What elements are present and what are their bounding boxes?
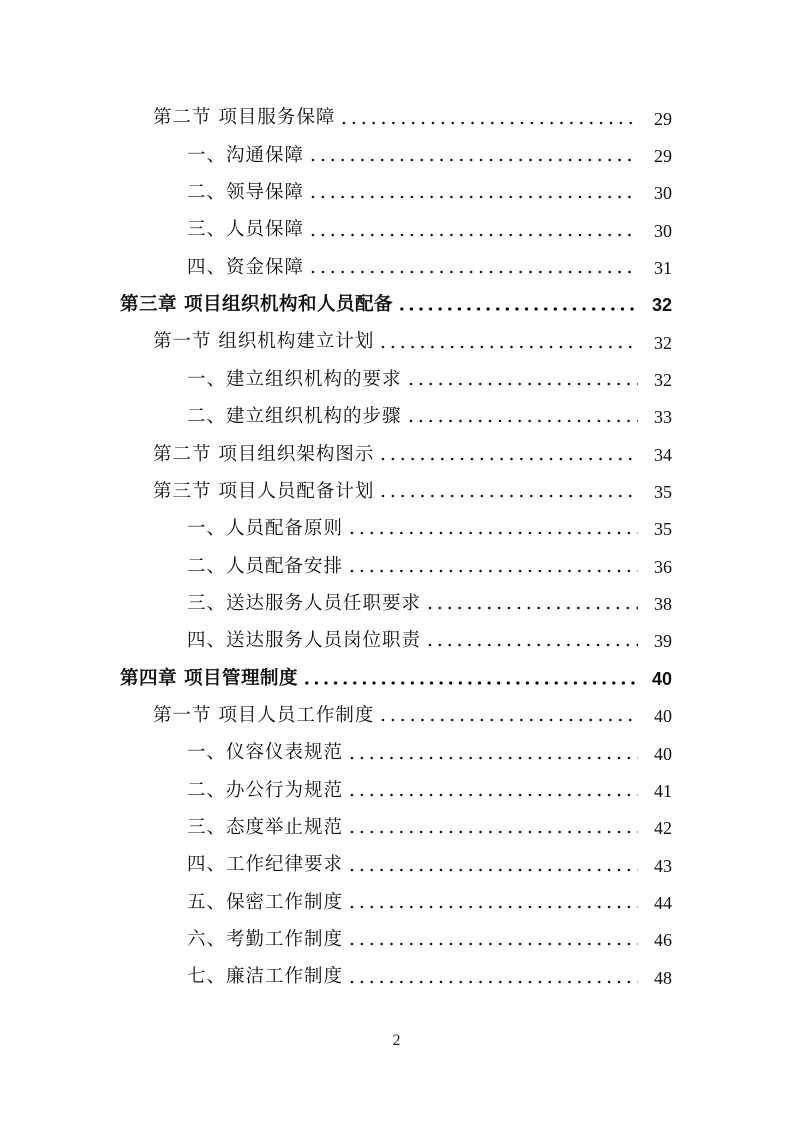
toc-entry-title: 四、资金保障 (187, 256, 305, 278)
toc-subsection-entry[interactable] (0, 361, 793, 398)
toc-section-entry[interactable] (0, 698, 793, 735)
toc-entry-title: 七、廉洁工作制度 (187, 966, 344, 988)
toc-entry-page: 40 (654, 706, 672, 727)
toc-entry-page: 44 (654, 892, 672, 913)
toc-entry-title: 六、考勤工作制度 (187, 928, 344, 950)
toc-subsection-entry[interactable] (0, 735, 793, 772)
toc-entry-page: 29 (654, 146, 672, 167)
dot-leader (406, 382, 638, 386)
toc-entry-title: 三、人员保障 (187, 219, 305, 241)
toc-entry-title: 三、送达服务人员任职要求 (187, 592, 422, 614)
toc-entry-title: 一、仪容仪表规范 (187, 742, 344, 764)
toc-chapter-entry[interactable] (0, 287, 793, 324)
dot-leader (378, 457, 638, 461)
table-of-contents (0, 100, 793, 996)
toc-subsection-entry[interactable] (0, 511, 793, 548)
dot-leader (347, 531, 638, 535)
toc-entry-title: 一、沟通保障 (187, 144, 305, 166)
dot-leader (347, 793, 638, 797)
toc-section-entry[interactable] (0, 436, 793, 473)
toc-entry-page: 40 (654, 743, 672, 764)
toc-subsection-entry[interactable] (0, 959, 793, 996)
toc-entry-page: 31 (654, 258, 672, 279)
dot-leader (308, 195, 638, 199)
toc-entry-page: 35 (654, 519, 672, 540)
toc-subsection-entry[interactable] (0, 212, 793, 249)
toc-subsection-entry[interactable] (0, 772, 793, 809)
toc-subsection-entry[interactable] (0, 175, 793, 212)
toc-chapter-entry[interactable] (0, 660, 793, 697)
toc-entry-page: 43 (654, 855, 672, 876)
toc-entry-title: 第一节 项目人员工作制度 (153, 704, 375, 726)
toc-entry-page: 36 (654, 556, 672, 577)
toc-subsection-entry[interactable] (0, 249, 793, 286)
toc-entry-page: 35 (654, 482, 672, 503)
toc-subsection-entry[interactable] (0, 399, 793, 436)
toc-entry-page: 34 (654, 444, 672, 465)
toc-subsection-entry[interactable] (0, 548, 793, 585)
toc-entry-title: 二、领导保障 (187, 182, 305, 204)
dot-leader (308, 270, 638, 274)
toc-subsection-entry[interactable] (0, 810, 793, 847)
toc-entry-page: 29 (654, 108, 672, 129)
toc-subsection-entry[interactable] (0, 847, 793, 884)
dot-leader (347, 942, 638, 946)
toc-subsection-entry[interactable] (0, 884, 793, 921)
toc-entry-title: 第四章 项目管理制度 (120, 667, 298, 689)
toc-entry-title: 第二节 项目组织架构图示 (153, 443, 375, 465)
toc-entry-title: 一、建立组织机构的要求 (187, 368, 402, 390)
dot-leader (308, 158, 638, 162)
toc-entry-title: 二、建立组织机构的步骤 (187, 406, 402, 428)
toc-entry-page: 38 (654, 594, 672, 615)
toc-entry-title: 二、人员配备安排 (187, 555, 344, 577)
toc-entry-page: 39 (654, 631, 672, 652)
dot-leader (406, 419, 638, 423)
toc-entry-page: 41 (654, 780, 672, 801)
dot-leader (308, 233, 638, 237)
dot-leader (302, 681, 638, 685)
toc-entry-title: 五、保密工作制度 (187, 891, 344, 913)
toc-entry-page: 46 (654, 930, 672, 951)
toc-entry-page: 32 (654, 332, 672, 353)
dot-leader (378, 718, 638, 722)
toc-subsection-entry[interactable] (0, 922, 793, 959)
toc-entry-title: 第一节 组织机构建立计划 (153, 331, 375, 353)
toc-entry-page: 48 (654, 967, 672, 988)
toc-entry-page: 30 (654, 220, 672, 241)
toc-entry-title: 一、人员配备原则 (187, 518, 344, 540)
toc-subsection-entry[interactable] (0, 137, 793, 174)
dot-leader (347, 756, 638, 760)
toc-entry-title: 第三节 项目人员配备计划 (153, 480, 375, 502)
toc-section-entry[interactable] (0, 324, 793, 361)
toc-subsection-entry[interactable] (0, 623, 793, 660)
toc-entry-page: 33 (654, 407, 672, 428)
page-number: 2 (392, 1032, 401, 1049)
toc-entry-page: 32 (654, 370, 672, 391)
dot-leader (347, 830, 638, 834)
dot-leader (378, 345, 638, 349)
toc-entry-page: 32 (651, 295, 672, 316)
toc-entry-title: 第三章 项目组织机构和人员配备 (120, 294, 393, 316)
dot-leader (397, 307, 638, 311)
toc-section-entry[interactable] (0, 473, 793, 510)
toc-entry-page: 40 (651, 668, 672, 689)
dot-leader (347, 980, 638, 984)
dot-leader (347, 868, 638, 872)
toc-entry-title: 第二节 项目服务保障 (153, 107, 336, 129)
toc-entry-title: 二、办公行为规范 (187, 779, 344, 801)
toc-entry-page: 42 (654, 818, 672, 839)
toc-entry-title: 四、送达服务人员岗位职责 (187, 630, 422, 652)
dot-leader (339, 121, 638, 125)
dot-leader (378, 494, 638, 498)
toc-entry-page: 30 (654, 183, 672, 204)
dot-leader (347, 569, 638, 573)
toc-entry-title: 三、态度举止规范 (187, 816, 344, 838)
dot-leader (425, 606, 638, 610)
toc-subsection-entry[interactable] (0, 585, 793, 622)
dot-leader (425, 643, 638, 647)
dot-leader (347, 905, 638, 909)
toc-section-entry[interactable] (0, 100, 793, 137)
toc-entry-title: 四、工作纪律要求 (187, 854, 344, 876)
